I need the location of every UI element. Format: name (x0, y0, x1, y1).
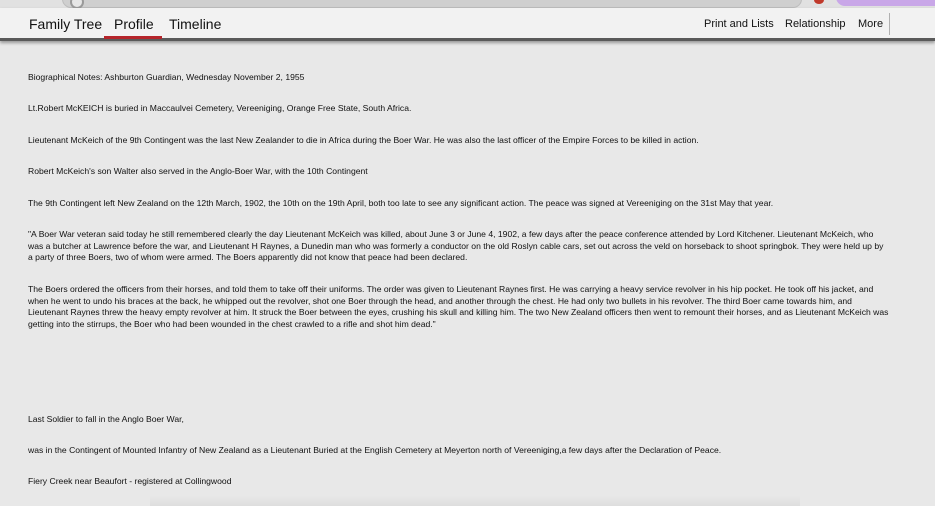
address-bar-circle-icon (70, 0, 84, 8)
biographical-notes (0, 41, 935, 506)
note-last-new-zealander: Lieutenant McKeich of the 9th Contingent was the last New Zealander to die in Africa during the Boer War. He was also the last officer of the Empire Forces to be killed in action. (28, 135, 699, 145)
note-veteran-account: "A Boer War veteran said today he still remembered clearly the day Lieutenant McKeich was killed, about June 3 or June 4, 1902, a few days after the peace conference attended by Lord Kitchener. Lieutenant McKeich, who was a butcher at Lawrence before the war, and Lieutenant H Raynes, a Dunedin man who was formerly a conductor on the old Roslyn cable cars, set out across the veld on horseback to shoot springbok. They were held up by a party of three Boers, two of whom were armed. The Boers apparently did not know that peace had been declared. (28, 229, 884, 262)
note-mounted-infantry: was in the Contingent of Mounted Infantry of New Zealand as a Lieutenant Buried at the English Cemetery at Meyerton north of Vereeniging,a few days after the Declaration of Peace. (28, 445, 722, 455)
more-menu[interactable]: More (858, 18, 884, 30)
tab-family-tree[interactable]: Family Tree (29, 16, 103, 32)
print-and-lists-menu[interactable]: Print and Lists (704, 18, 774, 30)
extension-pill[interactable] (836, 0, 935, 6)
relationship-menu[interactable]: Relationship (785, 18, 846, 30)
note-son-walter: Robert McKeich's son Walter also served in the Anglo-Boer War, with the 10th Contingent (28, 166, 368, 176)
note-last-soldier: Last Soldier to fall in the Anglo Boer War, (28, 414, 184, 424)
address-bar[interactable] (62, 0, 802, 8)
browser-top-strip (0, 0, 935, 8)
nav-divider (889, 13, 890, 35)
record-dot-icon (814, 0, 824, 4)
tab-timeline[interactable]: Timeline (169, 16, 222, 32)
profile-nav-bar (0, 8, 935, 41)
tab-profile[interactable]: Profile (114, 8, 154, 38)
note-contingent: The 9th Contingent left New Zealand on the 12th March, 1902, the 10th on the 19th April, both too late to see any significant action. The peace was signed at Vereeniging on the 31st May that year. (28, 198, 774, 208)
note-birthplace: Fiery Creek near Beaufort - registered at Collingwood (28, 476, 232, 486)
note-boer-encounter: The Boers ordered the officers from their horses, and told them to take off their uniforms. The order was given to Lieutenant Raynes first. He was carrying a heavy service revolver in his hip pocket. He took off his jacket, and when he went to undo his braces at the back, he whipped out the revolver, shot one Boer through the head, and another through the chest. He had only two bullets in his revolver. The third Boer came towards him, and Lieutenant Raynes threw the heavy empty revolver at him. It struck the Boer between the eyes, crushing his skull and killing him. The two New Zealand officers then went to remount their horses, and as Lieutenant McKeich was getting into the stirrups, the Boer who had been wounded in the chest crawled to a rifle and shot him dead." (28, 284, 889, 329)
note-heading: Biographical Notes: Ashburton Guardian, Wednesday November 2, 1955 (28, 72, 305, 82)
note-burial: Lt.Robert McKEICH is buried in Maccaulvei Cemetery, Vereeniging, Orange Free State, South Africa. (28, 103, 412, 113)
bottom-shadow (150, 496, 800, 506)
